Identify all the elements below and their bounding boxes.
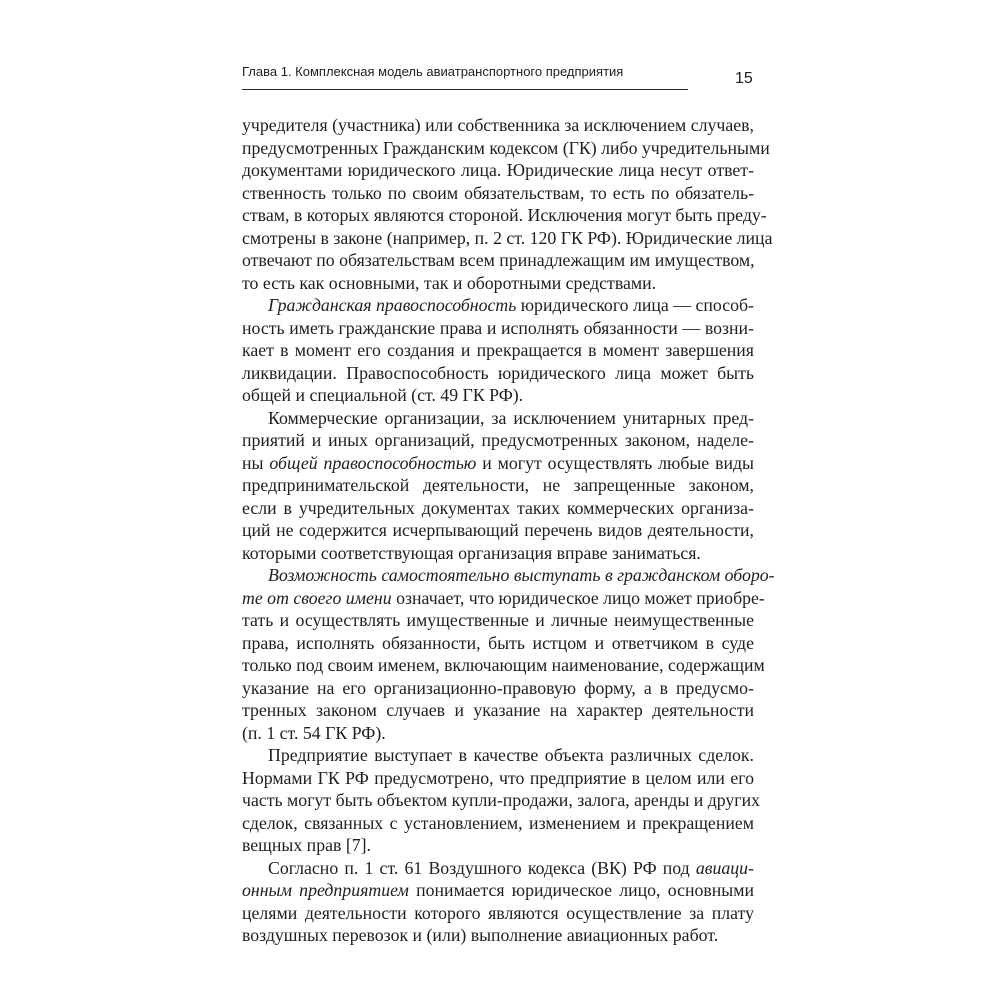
text-run: (п. 1 ст. 54 ГК РФ). <box>242 722 386 743</box>
text-line <box>242 204 767 227</box>
text-run: документами юридического лица. Юридические лица несут ответ- <box>242 160 754 180</box>
text-run: то есть как основными, так и оборотными средствами. <box>242 272 657 293</box>
body-text <box>242 114 775 947</box>
text-line <box>242 159 754 182</box>
text-run: отвечают по обязательствам всем принадлежащим им имуществом, <box>242 250 755 270</box>
text-line <box>242 384 754 407</box>
text-run: означает, что юридическое лицо может приобре- <box>391 587 765 608</box>
paragraph <box>242 407 754 565</box>
paragraph <box>242 857 754 947</box>
text-run: только под своим именем, включающим наименование, содержащим <box>242 655 765 675</box>
text-line <box>242 429 754 452</box>
text-run: целями деятельности которого являются осуществление за плату <box>242 902 754 923</box>
text-line <box>242 564 775 587</box>
paragraph <box>242 294 754 407</box>
text-run: кает в момент его создания и прекращается в момент завершения <box>242 340 754 360</box>
text-line <box>242 519 754 542</box>
text-run: часть могут быть объектом купли-продажи, залога, аренды и других <box>242 790 760 810</box>
text-run: если в учредительных документах таких коммерческих организа- <box>242 497 754 518</box>
text-line <box>242 362 754 385</box>
text-line <box>242 924 754 947</box>
text-run: Согласно п. 1 ст. 61 Воздушного кодекса (ВК) РФ под <box>268 857 696 878</box>
running-head <box>242 64 688 90</box>
text-run: предусмотренных Гражданским кодексом (ГК) либо учредительными <box>242 137 770 158</box>
text-run: общей и специальной (ст. 49 ГК РФ). <box>242 385 524 405</box>
text-run: тать и осуществлять имущественные и личные неимущественные <box>242 610 754 630</box>
text-line <box>242 114 754 137</box>
text-run: юридического лица — способ- <box>516 295 754 315</box>
text-line <box>242 609 754 632</box>
text-line <box>242 834 754 857</box>
text-line <box>242 542 754 565</box>
text-run: указание на его организационно-правовую форму, а в предусмо- <box>242 677 754 698</box>
text-line <box>242 137 770 160</box>
text-run: понимается юридическое лицо, основными <box>408 880 754 900</box>
text-run: смотрены в законе (например, п. 2 ст. 120 ГК РФ). Юридические лица <box>242 227 773 248</box>
page-number: 15 <box>735 70 753 87</box>
italic-term: Возможность самостоятельно выступать в гражданском оборо- <box>268 565 775 585</box>
text-line <box>242 722 754 745</box>
text-line <box>242 744 754 767</box>
text-run: ликвидации. Правоспособность юридического лица может быть <box>242 362 754 383</box>
text-line <box>242 857 754 880</box>
text-run: ствам, в которых являются стороной. Исключения могут быть преду- <box>242 205 767 225</box>
text-run: права, исполнять обязанности, быть истцом и ответчиком в суде <box>242 632 754 653</box>
text-run: воздушных перевозок и (или) выполнение авиационных работ. <box>242 925 719 945</box>
text-line <box>242 789 760 812</box>
italic-term: те от своего имени <box>242 587 392 608</box>
text-line <box>242 812 754 835</box>
paragraph <box>242 564 775 744</box>
text-run: Коммерческие организации, за исключением унитарных пред- <box>268 407 754 428</box>
chapter-title: Глава 1. Комплексная модель авиатранспортного предприятия <box>242 64 624 79</box>
text-run: Нормами ГК РФ предусмотрено, что предприятие в целом или его <box>242 767 754 788</box>
text-run: ственность только по своим обязательствам, то есть по обязатель- <box>242 182 754 203</box>
text-run: приятий и иных организаций, предусмотренных законом, наделе- <box>242 430 754 450</box>
text-line <box>242 182 754 205</box>
text-line <box>242 677 754 700</box>
text-run: вещных прав [7]. <box>242 835 371 855</box>
text-line <box>242 272 754 295</box>
text-line <box>242 407 754 430</box>
italic-term: Гражданская правоспособность <box>268 295 517 315</box>
text-line <box>242 902 754 925</box>
text-run: ны <box>242 452 270 473</box>
text-run: тренных законом случаев и указание на характер деятельности <box>242 700 754 720</box>
italic-term: онным предприятием <box>242 880 409 900</box>
italic-term: общей правоспособностью <box>269 452 477 473</box>
paragraph <box>242 114 773 294</box>
text-line <box>242 654 765 677</box>
text-line <box>242 317 754 340</box>
text-run: учредителя (участника) или собственника за исключением случаев, <box>242 115 754 135</box>
text-line <box>242 497 754 520</box>
text-line <box>242 294 754 317</box>
text-line <box>242 227 773 250</box>
text-line <box>242 587 765 610</box>
text-line <box>242 452 754 475</box>
text-line <box>242 699 754 722</box>
text-line <box>242 767 754 790</box>
text-line <box>242 474 754 497</box>
text-run: которыми соответствующая организация вправе заниматься. <box>242 542 701 563</box>
text-run: предпринимательской деятельности, не запрещенные законом, <box>242 475 754 495</box>
italic-term: авиаци- <box>695 857 754 878</box>
text-line <box>242 632 754 655</box>
text-run: и могут осуществлять любые виды <box>476 452 754 473</box>
text-line <box>242 879 754 902</box>
text-line <box>242 249 754 272</box>
paragraph <box>242 744 760 857</box>
text-run: Предприятие выступает в качестве объекта различных сделок. <box>268 745 754 765</box>
text-line <box>242 339 754 362</box>
text-run: ций не содержится исчерпывающий перечень видов деятельности, <box>242 520 754 540</box>
text-run: сделок, связанных с установлением, изменением и прекращением <box>242 812 754 833</box>
text-run: ность иметь гражданские права и исполнять обязанности — возни- <box>242 317 754 338</box>
